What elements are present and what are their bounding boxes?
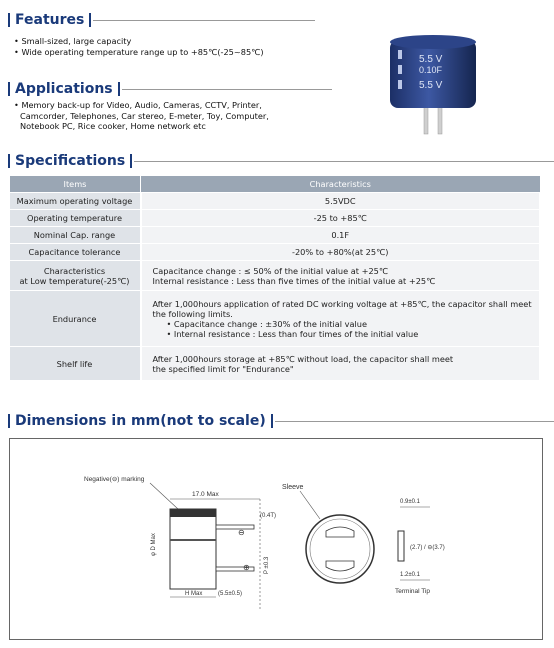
- spec-item: Maximum operating voltage: [10, 193, 141, 210]
- spec-item: Shelf life: [10, 347, 141, 381]
- spec-value-line: the following limits.: [152, 308, 233, 319]
- table-row: [10, 193, 541, 210]
- table-row: [10, 210, 541, 227]
- leader-line: [150, 483, 178, 509]
- header-bar: [8, 13, 10, 27]
- capacitor-side-body: [170, 509, 216, 589]
- col-header-characteristics: Characteristics: [141, 176, 541, 193]
- specifications-header: [8, 153, 554, 169]
- capacitor-side-top: [170, 509, 216, 517]
- spec-value-line: the specified limit for "Endurance": [152, 363, 294, 374]
- spec-item: [10, 261, 141, 291]
- spec-table: [9, 175, 541, 381]
- header-bar: [118, 82, 120, 96]
- table-row: [10, 227, 541, 244]
- header-bar: [8, 414, 10, 428]
- negative-marking-label: Negative(⊖) marking: [84, 476, 145, 483]
- spec-value: [141, 291, 541, 347]
- tip-top-dimension: 0.9±0.1: [400, 499, 420, 505]
- header-rule: [134, 161, 554, 162]
- dimensions-header: [8, 413, 554, 429]
- applications-title: Applications: [15, 81, 113, 97]
- lead-out-label: (5.5±0.5): [218, 591, 242, 597]
- features-title: Features: [15, 12, 85, 28]
- dimensions-diagram: [10, 439, 542, 639]
- capacitor-label-capacitance: 0.10F: [419, 65, 443, 75]
- header-rule: [275, 421, 554, 422]
- spec-value-bullet: • Internal resistance : Less than four times of the initial value: [166, 328, 419, 339]
- capacitor-side-band: [170, 539, 216, 541]
- spec-value-line: Capacitance change : ≤ 50% of the initial value at +25℃: [152, 265, 389, 276]
- header-rule: [93, 20, 315, 21]
- header-bar: [89, 13, 91, 27]
- capacitor-photo: [386, 32, 480, 136]
- terminal-tip-label: Terminal Tip: [395, 588, 431, 595]
- diameter-label: φ D Max: [151, 533, 157, 556]
- list-item: • Wide operating temperature range up to +85℃(-25~85℃): [12, 47, 264, 58]
- header-rule: [122, 89, 332, 90]
- specifications-title: Specifications: [15, 153, 126, 169]
- list-item: • Memory back-up for Video, Audio, Cameras, CCTV, Printer, Camcorder, Telephones, Car stereo, E-meter, Toy, Computer, Notebook PC, Rice cooker, Home network etc: [12, 100, 292, 132]
- tip-sizes-label: (2.7) / ⊖(3.7): [410, 545, 445, 551]
- applications-header: [8, 81, 332, 97]
- col-header-items: Items: [10, 176, 141, 193]
- list-item: • Small-sized, large capacity: [12, 36, 264, 47]
- spec-value: -25 to +85℃: [141, 210, 541, 227]
- applications-list: [12, 100, 292, 132]
- table-row: [10, 244, 541, 261]
- spec-value: 5.5VDC: [141, 193, 541, 210]
- height-label: H Max: [185, 591, 203, 597]
- table-row: [10, 347, 541, 381]
- capacitor-front-body: [306, 515, 374, 583]
- width-dimension: 17.0 Max: [192, 491, 219, 498]
- features-header: [8, 12, 315, 28]
- header-bar: [271, 414, 273, 428]
- pitch-label: P ±0.3: [264, 556, 270, 574]
- spec-value: -20% to +80%(at 25℃): [141, 244, 541, 261]
- spec-value-line: Internal resistance : Less than five times of the initial value at +25℃: [152, 275, 436, 286]
- table-row: [10, 261, 541, 291]
- spec-item-line: Characteristics: [43, 265, 106, 276]
- spec-value: [141, 261, 541, 291]
- features-list: [12, 36, 264, 57]
- capacitor-label-voltage-bottom: 5.5 V: [419, 80, 443, 91]
- tip-bottom-dimension: 1.2±0.1: [400, 572, 420, 578]
- table-header-row: [10, 176, 541, 193]
- spec-item: Nominal Cap. range: [10, 227, 141, 244]
- dimensions-title: Dimensions in mm(not to scale): [15, 413, 266, 429]
- lead-negative: [216, 525, 254, 529]
- sleeve-label: Sleeve: [282, 484, 304, 491]
- spec-value: 0.1F: [141, 227, 541, 244]
- minus-symbol: ⊖: [238, 528, 245, 537]
- spec-value-bullet: • Capacitance change : ±30% of the initial value: [166, 318, 367, 329]
- spec-value-line: After 1,000hours storage at +85℃ without load, the capacitor shall meet: [152, 353, 454, 364]
- lead-thickness-label: (0.4T): [260, 513, 277, 519]
- dimensions-diagram-frame: [9, 438, 543, 640]
- table-row: [10, 291, 541, 347]
- header-bar: [8, 154, 10, 168]
- spec-value: [141, 347, 541, 381]
- capacitor-label-voltage-top: 5.5 V: [419, 54, 443, 65]
- leader-line: [300, 491, 320, 519]
- spec-value-line: After 1,000hours application of rated DC working voltage at +85℃, the capacitor shall meet: [152, 298, 532, 309]
- header-bar: [8, 82, 10, 96]
- spec-item: Capacitance tolerance: [10, 244, 141, 261]
- spec-item: Endurance: [10, 291, 141, 347]
- plus-symbol: ⊕: [243, 563, 250, 572]
- header-bar: [130, 154, 132, 168]
- spec-item: Operating temperature: [10, 210, 141, 227]
- spec-item-line: at Low temperature(-25℃): [19, 275, 130, 286]
- terminal-tip-shape: [398, 531, 404, 561]
